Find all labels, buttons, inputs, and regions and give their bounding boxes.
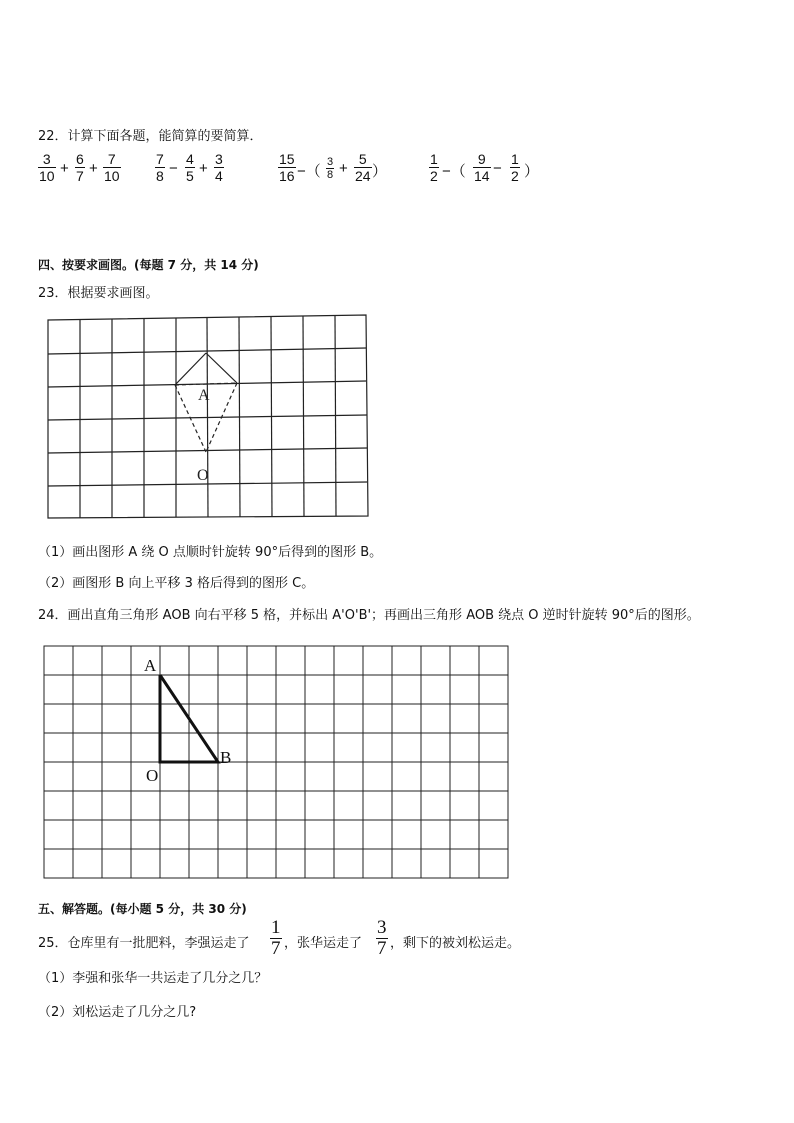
expr3-op2: + — [339, 160, 348, 177]
expr4-close: ） — [524, 163, 540, 180]
expr3-c-den: 24 — [355, 168, 371, 184]
expr2-frac-c — [214, 151, 224, 184]
section4-title: 四、按要求画图。(每题 7 分，共 14 分) — [38, 258, 259, 272]
q25-frac1-num: 1 — [271, 917, 281, 938]
q22-title: 22．计算下面各题，能简算的要简算． — [38, 129, 263, 144]
q24-label-b: B — [220, 748, 232, 767]
expr3-b-num: 3 — [327, 156, 334, 168]
expr2-c-den: 4 — [215, 168, 223, 184]
expr3-op1: −（ — [297, 163, 321, 180]
expr2-op2: + — [199, 160, 208, 177]
expr1-frac-b — [75, 151, 85, 184]
q24-label-o: O — [146, 766, 159, 785]
expr4-c-den: 2 — [511, 168, 519, 184]
q25-text-mid: ，张华运走了 — [284, 936, 363, 951]
expr1-frac-a — [38, 151, 56, 184]
q23-grid-lines — [48, 315, 368, 518]
expr4-frac-c — [510, 151, 520, 184]
expr2-b-num: 4 — [186, 151, 194, 167]
expr2-c-num: 3 — [215, 151, 223, 167]
expr2-a-den: 8 — [156, 168, 164, 184]
q24-title: 24．画出直角三角形 AOB 向右平移 5 格，并标出 A'O'B'；再画出三角形 AOB 绕点 O 逆时针旋转 90°后的图形。 — [38, 608, 700, 623]
expr3-frac-b — [326, 156, 334, 181]
expr2-frac-b — [185, 151, 195, 184]
section5-title: 五、解答题。(每小题 5 分，共 30 分) — [38, 902, 247, 916]
q23-label-o: O — [197, 467, 209, 484]
expr3-a-num: 15 — [279, 151, 295, 167]
expr1-frac-c — [103, 151, 121, 184]
expr1-b-num: 6 — [76, 151, 84, 167]
expr3-close: ） — [372, 163, 388, 180]
q23-part2: （2）画图形 B 向上平移 3 格后得到的图形 C。 — [38, 576, 315, 591]
expr1-c-num: 7 — [107, 151, 116, 167]
expr4-a-num: 1 — [430, 151, 438, 167]
expr1-a-den: 10 — [39, 168, 55, 184]
q23-label-a: A — [198, 387, 210, 404]
expr3-frac-a — [278, 151, 296, 184]
expr2-a-num: 7 — [156, 151, 164, 167]
expr2-op1: − — [169, 160, 178, 177]
expr1-c-den: 10 — [104, 168, 120, 184]
q25-text-before: 25．仓库里有一批肥料，李强运走了 — [38, 936, 250, 951]
expr4-b-den: 14 — [474, 168, 490, 184]
expr4-c-num: 1 — [511, 151, 519, 167]
expr4-frac-a — [429, 151, 439, 184]
expr4-frac-b — [473, 151, 491, 184]
expr4-op2: − — [493, 160, 502, 177]
expr1-a-num: 3 — [42, 151, 51, 167]
expr3-b-den: 8 — [327, 169, 334, 181]
q25-frac2 — [376, 918, 388, 959]
expr4-op1: −（ — [442, 163, 466, 180]
q25-text-after: ，剩下的被刘松运走。 — [390, 936, 521, 951]
q25-frac1-den: 7 — [271, 938, 281, 959]
expr3-a-den: 16 — [279, 168, 295, 184]
q25-frac1 — [270, 918, 282, 959]
expr3-c-num: 5 — [358, 151, 367, 167]
expr1-b-den: 7 — [76, 168, 84, 184]
expr1-op2: + — [89, 160, 98, 177]
expr2-frac-a — [155, 151, 165, 184]
expr2-b-den: 5 — [186, 168, 194, 184]
q24-grid-lines — [44, 646, 508, 878]
q23-part1: （1）画出图形 A 绕 O 点顺时针旋转 90°后得到的图形 B。 — [38, 545, 383, 560]
q24-label-a: A — [144, 656, 157, 675]
expr1-op1: + — [60, 160, 69, 177]
q25-frac2-num: 3 — [377, 917, 387, 938]
expr4-a-den: 2 — [430, 168, 438, 184]
q25-frac2-den: 7 — [377, 938, 387, 959]
q25-part1: （1）李强和张华一共运走了几分之几？ — [38, 971, 268, 986]
expr4-b-num: 9 — [477, 151, 486, 167]
q25-part2: （2）刘松运走了几分之几? — [38, 1005, 197, 1020]
q23-title: 23．根据要求画图。 — [38, 286, 159, 301]
q23-grid — [40, 312, 380, 524]
expr3-frac-c — [354, 151, 372, 184]
q24-grid — [40, 642, 512, 884]
